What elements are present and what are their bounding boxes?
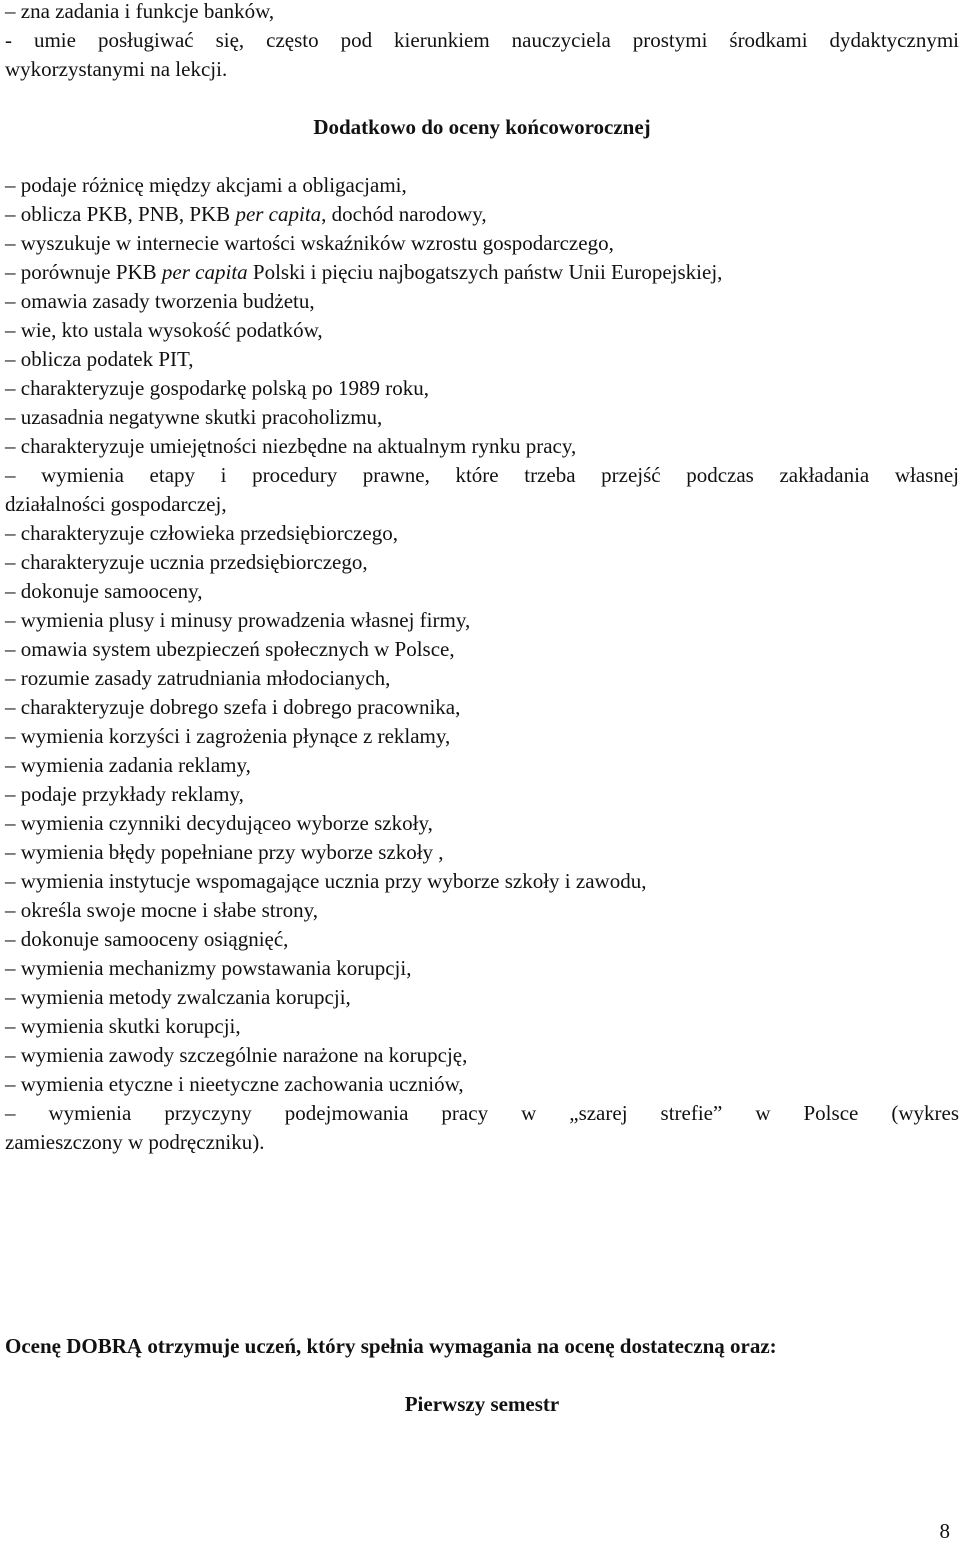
list-item: – charakteryzuje człowieka przedsiębiorczego, <box>5 521 398 545</box>
list-item: – wymienia przyczyny podejmowania pracy w „szarej strefie” w Polsce (wykres <box>5 1101 959 1125</box>
list-item: – charakteryzuje umiejętności niezbędne na aktualnym rynku pracy, <box>5 434 577 458</box>
list-item: – uzasadnia negatywne skutki pracoholizmu, <box>5 405 383 429</box>
list-item-text: Polski i pięciu najbogatszych państw Unii Europejskiej, <box>247 260 723 284</box>
list-item-text: – porównuje PKB <box>5 260 162 284</box>
list-item: – wymienia etyczne i nieetyczne zachowania uczniów, <box>5 1072 464 1096</box>
intro-line-1: – zna zadania i funkcje banków, <box>5 0 275 23</box>
list-item: – dokonuje samooceny, <box>5 579 203 603</box>
list-item: – wymienia czynniki decydująceo wyborze szkoły, <box>5 811 433 835</box>
italic-term: per capita <box>161 260 248 284</box>
list-item: – dokonuje samooceny osiągnięć, <box>5 927 289 951</box>
list-item: – wyszukuje w internecie wartości wskaźników wzrostu gospodarczego, <box>5 231 614 255</box>
list-item: – charakteryzuje ucznia przedsiębiorczego, <box>5 550 368 574</box>
list-item <box>5 200 487 229</box>
list-item: – oblicza podatek PIT, <box>5 347 194 371</box>
list-item: – charakteryzuje dobrego szefa i dobrego pracownika, <box>5 695 461 719</box>
list-item: – wymienia zawody szczególnie narażone na korupcję, <box>5 1043 468 1067</box>
list-item: – wymienia zadania reklamy, <box>5 753 251 777</box>
list-item: – wymienia błędy popełniane przy wyborze szkoły , <box>5 840 444 864</box>
list-item: – wie, kto ustala wysokość podatków, <box>5 318 323 342</box>
list-item-text: , dochód narodowy, <box>321 202 487 226</box>
list-item: – charakteryzuje gospodarkę polską po 1989 roku, <box>5 376 429 400</box>
list-item-continuation: działalności gospodarczej, <box>5 492 227 516</box>
page-number: 8 <box>939 1519 950 1543</box>
list-item: – określa swoje mocne i słabe strony, <box>5 898 318 922</box>
list-item: – wymienia korzyści i zagrożenia płynące z reklamy, <box>5 724 451 748</box>
list-item: – wymienia instytucje wspomagające ucznia przy wyborze szkoły i zawodu, <box>5 869 647 893</box>
semester-heading: Pierwszy semestr <box>404 1392 560 1416</box>
section-heading: Dodatkowo do oceny końcoworocznej <box>313 115 651 139</box>
list-item: – rozumie zasady zatrudniania młodocianych, <box>5 666 391 690</box>
list-item: – wymienia etapy i procedury prawne, które trzeba przejść podczas zakładania własnej <box>5 463 959 487</box>
intro-line-3: wykorzystanymi na lekcji. <box>5 57 228 81</box>
list-item: – podaje przykłady reklamy, <box>5 782 244 806</box>
intro-line-2: - umie posługiwać się, często pod kierunkiem nauczyciela prostymi środkami dydaktycznymi <box>5 28 959 52</box>
italic-term: per capita <box>235 202 322 226</box>
list-item-text: – oblicza PKB, PNB, PKB <box>5 202 236 226</box>
list-item: – omawia system ubezpieczeń społecznych w Polsce, <box>5 637 455 661</box>
list-item: – podaje różnicę między akcjami a obligacjami, <box>5 173 407 197</box>
grade-heading: Ocenę DOBRĄ otrzymuje uczeń, który spełnia wymagania na ocenę dostateczną oraz: <box>5 1334 777 1358</box>
list-item: – wymienia metody zwalczania korupcji, <box>5 985 351 1009</box>
list-item <box>5 258 722 287</box>
list-item-continuation: zamieszczony w podręczniku). <box>5 1130 265 1154</box>
list-item: – wymienia mechanizmy powstawania korupcji, <box>5 956 412 980</box>
list-item: – omawia zasady tworzenia budżetu, <box>5 289 315 313</box>
list-item: – wymienia plusy i minusy prowadzenia własnej firmy, <box>5 608 471 632</box>
list-item: – wymienia skutki korupcji, <box>5 1014 241 1038</box>
